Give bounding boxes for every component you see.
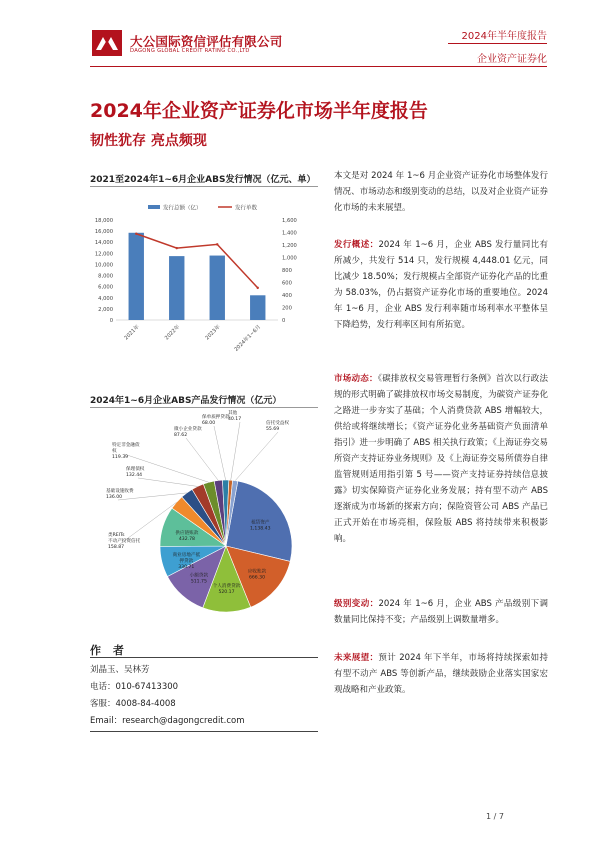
pie-value-label: 136.00 — [106, 495, 123, 500]
pie-leader-line — [231, 422, 240, 480]
point-count — [135, 233, 137, 235]
pie-value-label: 68.00 — [202, 421, 216, 426]
pie-leader-line — [138, 478, 198, 486]
market-heading: 市场动态： — [334, 374, 378, 384]
pie-value-label: 511.75 — [190, 579, 207, 585]
chart2-title-rule — [90, 407, 318, 408]
pie-label: 类REITs — [108, 533, 125, 538]
y-left-tick-label: 12,000 — [94, 251, 113, 258]
report-type: 2024年半年度报告 — [461, 31, 547, 42]
point-count — [257, 287, 259, 289]
pie-label: 保理债权 — [126, 467, 145, 472]
issuance-heading: 发行概述： — [334, 240, 379, 250]
y-left-tick-label: 4,000 — [98, 295, 113, 302]
pie-value-label: 1,138.43 — [250, 526, 271, 532]
y-left-tick-label: 10,000 — [94, 262, 113, 269]
company-name-cn: 大公国际资信评估有限公司 — [130, 34, 283, 49]
chart2-title: 2024年1~6月企业ABS产品发行情况（亿元） — [90, 396, 282, 406]
bar-amount — [169, 256, 184, 320]
pie-value-label: 666.30 — [248, 575, 266, 581]
pie-value-label: 87.62 — [174, 433, 188, 438]
pie-label: 供应链账款 — [175, 530, 199, 536]
pie-label: 商业房地产抵 — [172, 552, 201, 558]
chart1-title: 2021至2024年1~6月企业ABS发行情况（亿元、单） — [90, 175, 316, 185]
y-left-tick-label: 0 — [109, 318, 113, 324]
y-right-tick-label: 1,600 — [282, 218, 297, 224]
issuance-text: 2024 年 1~6 月，企业 ABS 发行量同比有所减少，共发行 514 只，发行规模 4,448.01 亿元，同比减少 18.50%；发行规模占全部资产证券化产品的比重为 58.03%，仍占据资产证券化市场的重要地位。2024 年 1~6 月，企业 ABS 发行利率随市场利率水平整体呈下降趋势，发行利率区间有所拓宽。 — [334, 240, 548, 330]
pie-label: 押贷款 — [179, 558, 194, 564]
pie-label: 应收账款 — [247, 569, 267, 575]
pie-value-label: 158.87 — [108, 545, 125, 550]
bar-amount — [210, 256, 225, 320]
company-logo — [92, 30, 122, 56]
chart1-title-rule — [90, 186, 318, 187]
outlook-heading: 未来展望： — [334, 653, 379, 663]
pie-label: 基础设施收费 — [106, 489, 134, 494]
y-left-tick-label: 6,000 — [98, 284, 113, 291]
pie-value-label: 119.39 — [112, 455, 129, 460]
abs-product-pie-chart — [90, 410, 318, 635]
y-right-tick-label: 800 — [282, 268, 292, 274]
x-tick-label: 2024年1~6月 — [233, 324, 263, 353]
x-tick-label: 2021年 — [123, 324, 141, 342]
y-right-tick-label: 1,000 — [282, 255, 297, 262]
pie-label: 特定非金融债 — [112, 443, 140, 448]
pie-value-label: 40.17 — [228, 417, 242, 422]
page-number: 1 / 7 — [486, 812, 504, 821]
header-divider-short — [448, 43, 547, 44]
author-heading: 作 者 — [90, 644, 128, 657]
rating-text: 2024 年 1~6 月，企业 ABS 产品级别下调数量同比保持不变；产品级别上调数量增多。 — [334, 599, 548, 625]
pie-value-label: 55.69 — [266, 427, 280, 432]
summary-intro — [334, 168, 548, 216]
y-left-tick-label: 2,000 — [98, 306, 113, 313]
point-count — [176, 247, 178, 249]
author-bottom-rule — [90, 731, 318, 732]
pie-value-label: 520.17 — [218, 589, 235, 595]
report-subtitle: 韧性犹存 亮点频现 — [90, 133, 207, 149]
pie-leader-line — [186, 438, 218, 480]
summary-issuance — [334, 237, 548, 333]
author-service: 客服：4008-84-4008 — [90, 699, 176, 709]
x-tick-label: 2023年 — [204, 324, 222, 342]
summary-market — [334, 371, 548, 547]
y-right-tick-label: 0 — [282, 318, 286, 324]
point-count — [216, 243, 218, 245]
y-left-tick-label: 14,000 — [94, 240, 113, 247]
y-right-tick-label: 200 — [282, 305, 292, 312]
summary-rating — [334, 596, 548, 628]
pie-value-label: 432.78 — [178, 536, 195, 542]
bar-amount — [250, 295, 265, 320]
x-tick-label: 2022年 — [163, 324, 182, 342]
rating-heading: 级别变动： — [334, 599, 379, 609]
market-text: 《碳排放权交易管理暂行条例》首次以行政法规的形式明确了碳排放权市场交易制度，为碳资产证券化之路进一步夯实了基础；个人消费贷款 ABS 增幅较大，供给或将继续增长；《资产证券化业务基础资产负面清单指引》进一步明确了 ABS 相关执行政策；《上海证券交易所资产支持证券业务规则》及《上海证券交易所债券自律监管规则适用指引第 5 号——资产支持证券持续信息披露》切实保障资产证券化业务发展；持有型不动产 ABS 逐渐成为市场新的探索方向；保险资管公司 ABS 产品已正式开始在市场亮相，保险版 ABS 将持续带来积极影响。 — [334, 374, 548, 544]
intro-text: 本文是对 2024 年 1~6 月企业资产证券化市场整体发行情况、市场动态和级别变动的总结，以及对企业资产证券化市场的未来展望。 — [334, 171, 548, 213]
pie-value-label: 330.71 — [178, 564, 195, 570]
pie-label: 其他 — [228, 411, 238, 416]
pie-label: 不动产投资信托 — [108, 539, 141, 544]
pie-value-label: 132.44 — [126, 473, 143, 478]
report-title: 2024年企业资产证券化市场半年度报告 — [90, 100, 428, 122]
author-names: 刘晶玉、吴林芳 — [90, 665, 150, 675]
outlook-text: 预计 2024 年下半年，市场将持续探索如持有型不动产 ABS 等创新产品，继续鼓励企业落实国家宏观战略和产业政策。 — [334, 653, 548, 695]
header-divider — [90, 66, 547, 67]
y-left-tick-label: 8,000 — [98, 273, 113, 280]
pie-label: 个人消费贷款 — [212, 583, 241, 589]
author-phone: 电话：010-67413300 — [90, 682, 179, 692]
y-left-tick-label: 16,000 — [94, 229, 113, 236]
pie-label: 权 — [112, 449, 117, 454]
y-right-tick-label: 600 — [282, 280, 292, 287]
y-right-tick-label: 400 — [282, 293, 292, 299]
legend-swatch-amount — [148, 205, 160, 209]
pie-leader-line — [214, 426, 226, 480]
y-right-tick-label: 1,200 — [282, 243, 297, 249]
y-left-tick-label: 18,000 — [94, 218, 113, 224]
pie-label: 租赁资产 — [251, 520, 270, 526]
abs-issuance-chart — [90, 196, 308, 386]
legend-label-count: 发行单数 — [235, 205, 258, 212]
line-count — [136, 234, 258, 288]
pie-label: 微小企业贷款 — [174, 427, 202, 432]
pie-leader-line — [235, 432, 278, 481]
bar-amount — [129, 233, 144, 320]
report-category: 企业资产证券化 — [477, 54, 547, 65]
legend-label-amount: 发行总额（亿） — [163, 205, 202, 212]
y-right-tick-label: 1,400 — [282, 230, 297, 237]
pie-label: 信托受益权 — [266, 421, 289, 426]
author-email[interactable]: Email：research@dagongcredit.com — [90, 716, 245, 726]
pie-label: 保单质押贷款 — [202, 415, 230, 420]
author-rule — [90, 657, 318, 658]
summary-outlook — [334, 650, 548, 698]
pie-label: 小额贷款 — [189, 573, 209, 579]
company-name-en: DAGONG GLOBAL CREDIT RATING CO.,LTD — [130, 48, 250, 54]
